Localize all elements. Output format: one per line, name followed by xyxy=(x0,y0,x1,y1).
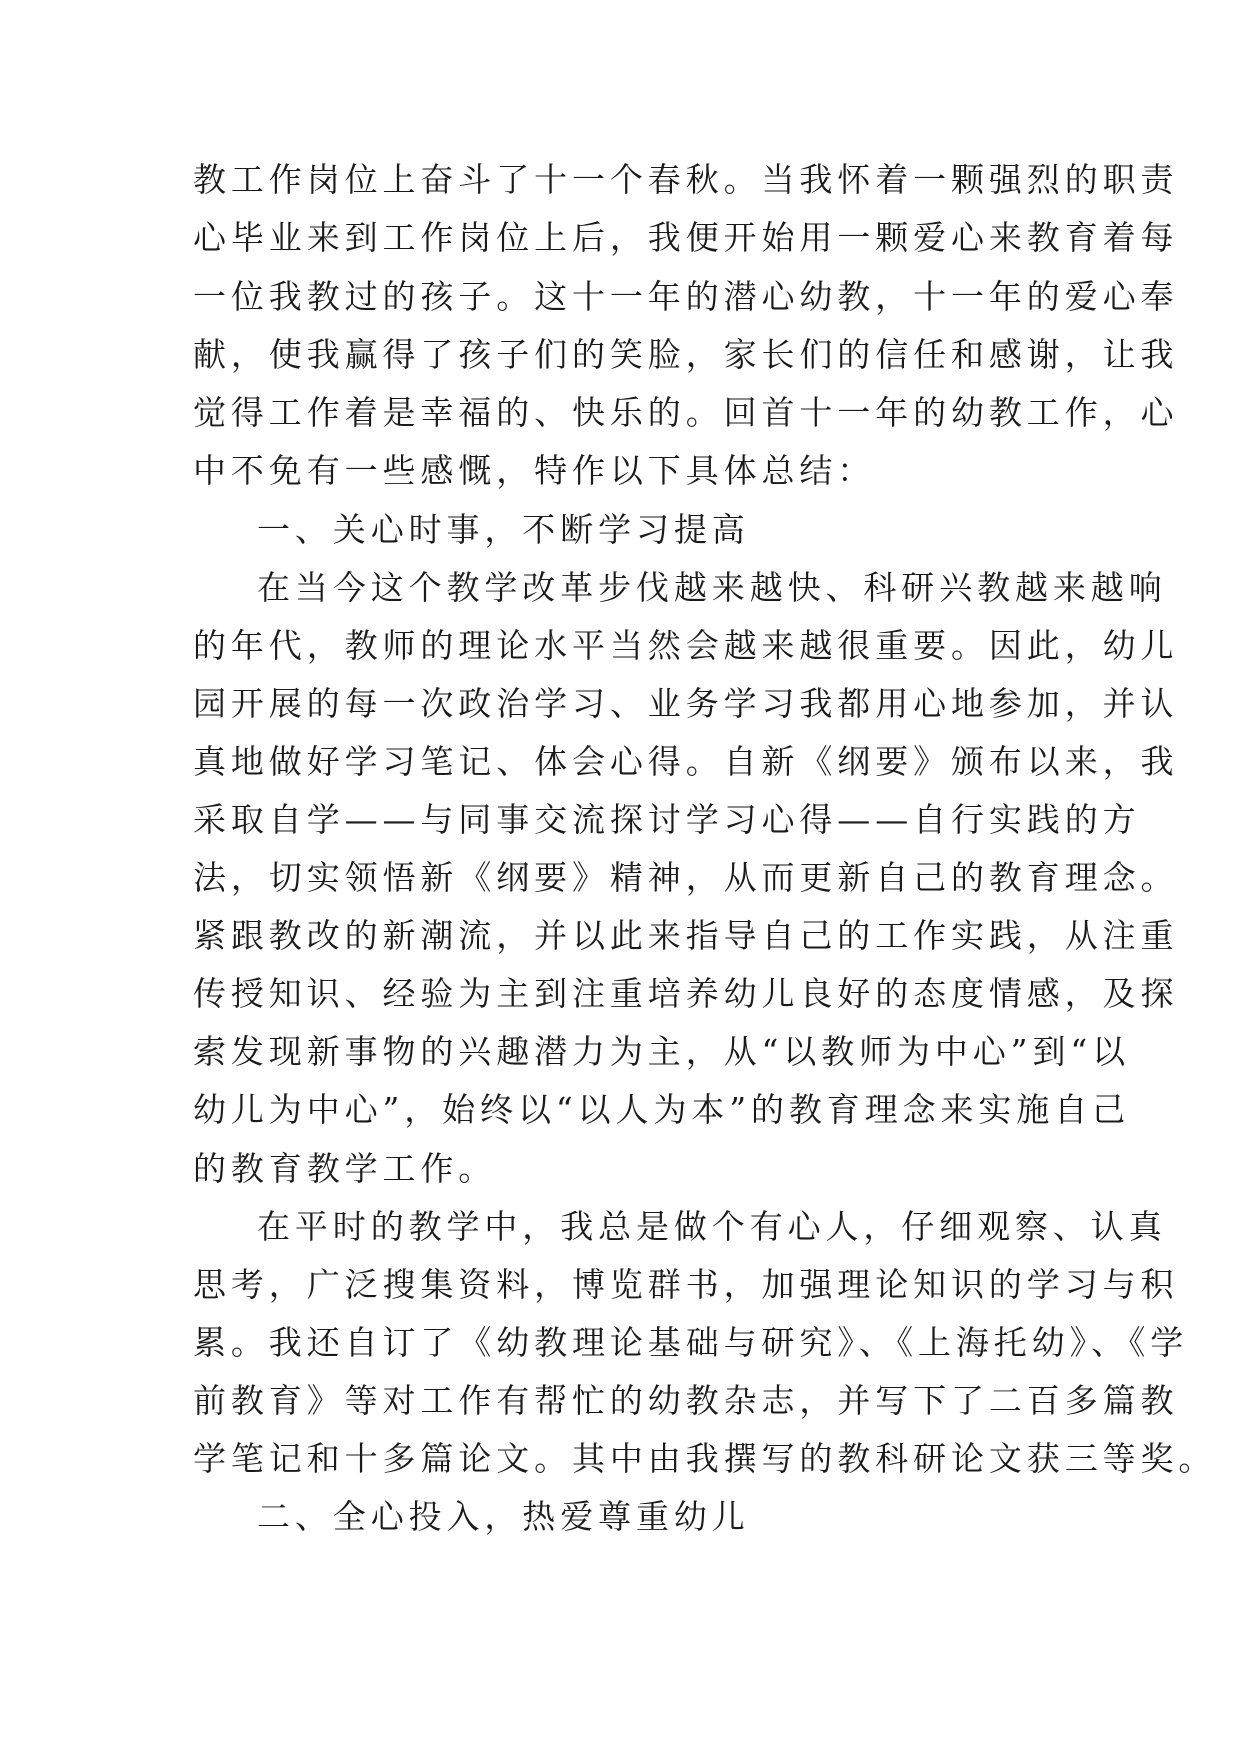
text-line: 前教育》等对工作有帮忙的幼教杂志，并写下了二百多篇教 xyxy=(193,1381,1179,1420)
text-line: 累。我还自订了《幼教理论基础与研究》、《上海托幼》、《学 xyxy=(193,1323,1189,1362)
section-heading: 二、全心投入，热爱尊重幼儿 xyxy=(257,1497,750,1536)
text-line: 索发现新事物的兴趣潜力为主，从“以教师为中心”到“以 xyxy=(193,1032,1131,1071)
section-heading: 一、关心时事，不断学习提高 xyxy=(257,510,750,549)
text-line: 在当今这个教学改革步伐越来越快、科研兴教越来越响 xyxy=(257,568,1167,607)
text-line: 法，切实领悟新《纲要》精神，从而更新自己的教育理念。 xyxy=(193,858,1179,897)
text-line: 园开展的每一次政治学习、业务学习我都用心地参加，并认 xyxy=(193,684,1179,723)
text-line: 一位我教过的孩子。这十一年的潜心幼教，十一年的爱心奉 xyxy=(193,277,1179,316)
text-line: 采取自学——与同事交流探讨学习心得——自行实践的方 xyxy=(193,800,1141,839)
text-line: 教工作岗位上奋斗了十一个春秋。当我怀着一颗强烈的职责 xyxy=(193,160,1179,199)
text-line: 思考，广泛搜集资料，博览群书，加强理论知识的学习与积 xyxy=(193,1265,1179,1304)
text-line: 献，使我赢得了孩子们的笑脸，家长们的信任和感谢，让我 xyxy=(193,335,1179,374)
text-line: 在平时的教学中，我总是做个有心人，仔细观察、认真 xyxy=(257,1207,1167,1246)
text-line: 学笔记和十多篇论文。其中由我撰写的教科研论文获三等奖。 xyxy=(193,1439,1217,1478)
text-line: 真地做好学习笔记、体会心得。自新《纲要》颁布以来，我 xyxy=(193,742,1179,781)
text-line: 觉得工作着是幸福的、快乐的。回首十一年的幼教工作，心 xyxy=(193,393,1179,432)
text-line: 中不免有一些感慨，特作以下具体总结： xyxy=(193,451,876,490)
text-line: 紧跟教改的新潮流，并以此来指导自己的工作实践，从注重 xyxy=(193,916,1179,955)
text-line: 的年代，教师的理论水平当然会越来越很重要。因此，幼儿 xyxy=(193,626,1179,665)
text-line: 传授知识、经验为主到注重培养幼儿良好的态度情感，及探 xyxy=(193,974,1179,1013)
text-line: 心毕业来到工作岗位上后，我便开始用一颗爱心来教育着每 xyxy=(193,218,1179,257)
text-line: 的教育教学工作。 xyxy=(193,1149,497,1188)
text-line: 幼儿为中心”，始终以“以人为本”的教育理念来实施自己 xyxy=(193,1090,1131,1129)
